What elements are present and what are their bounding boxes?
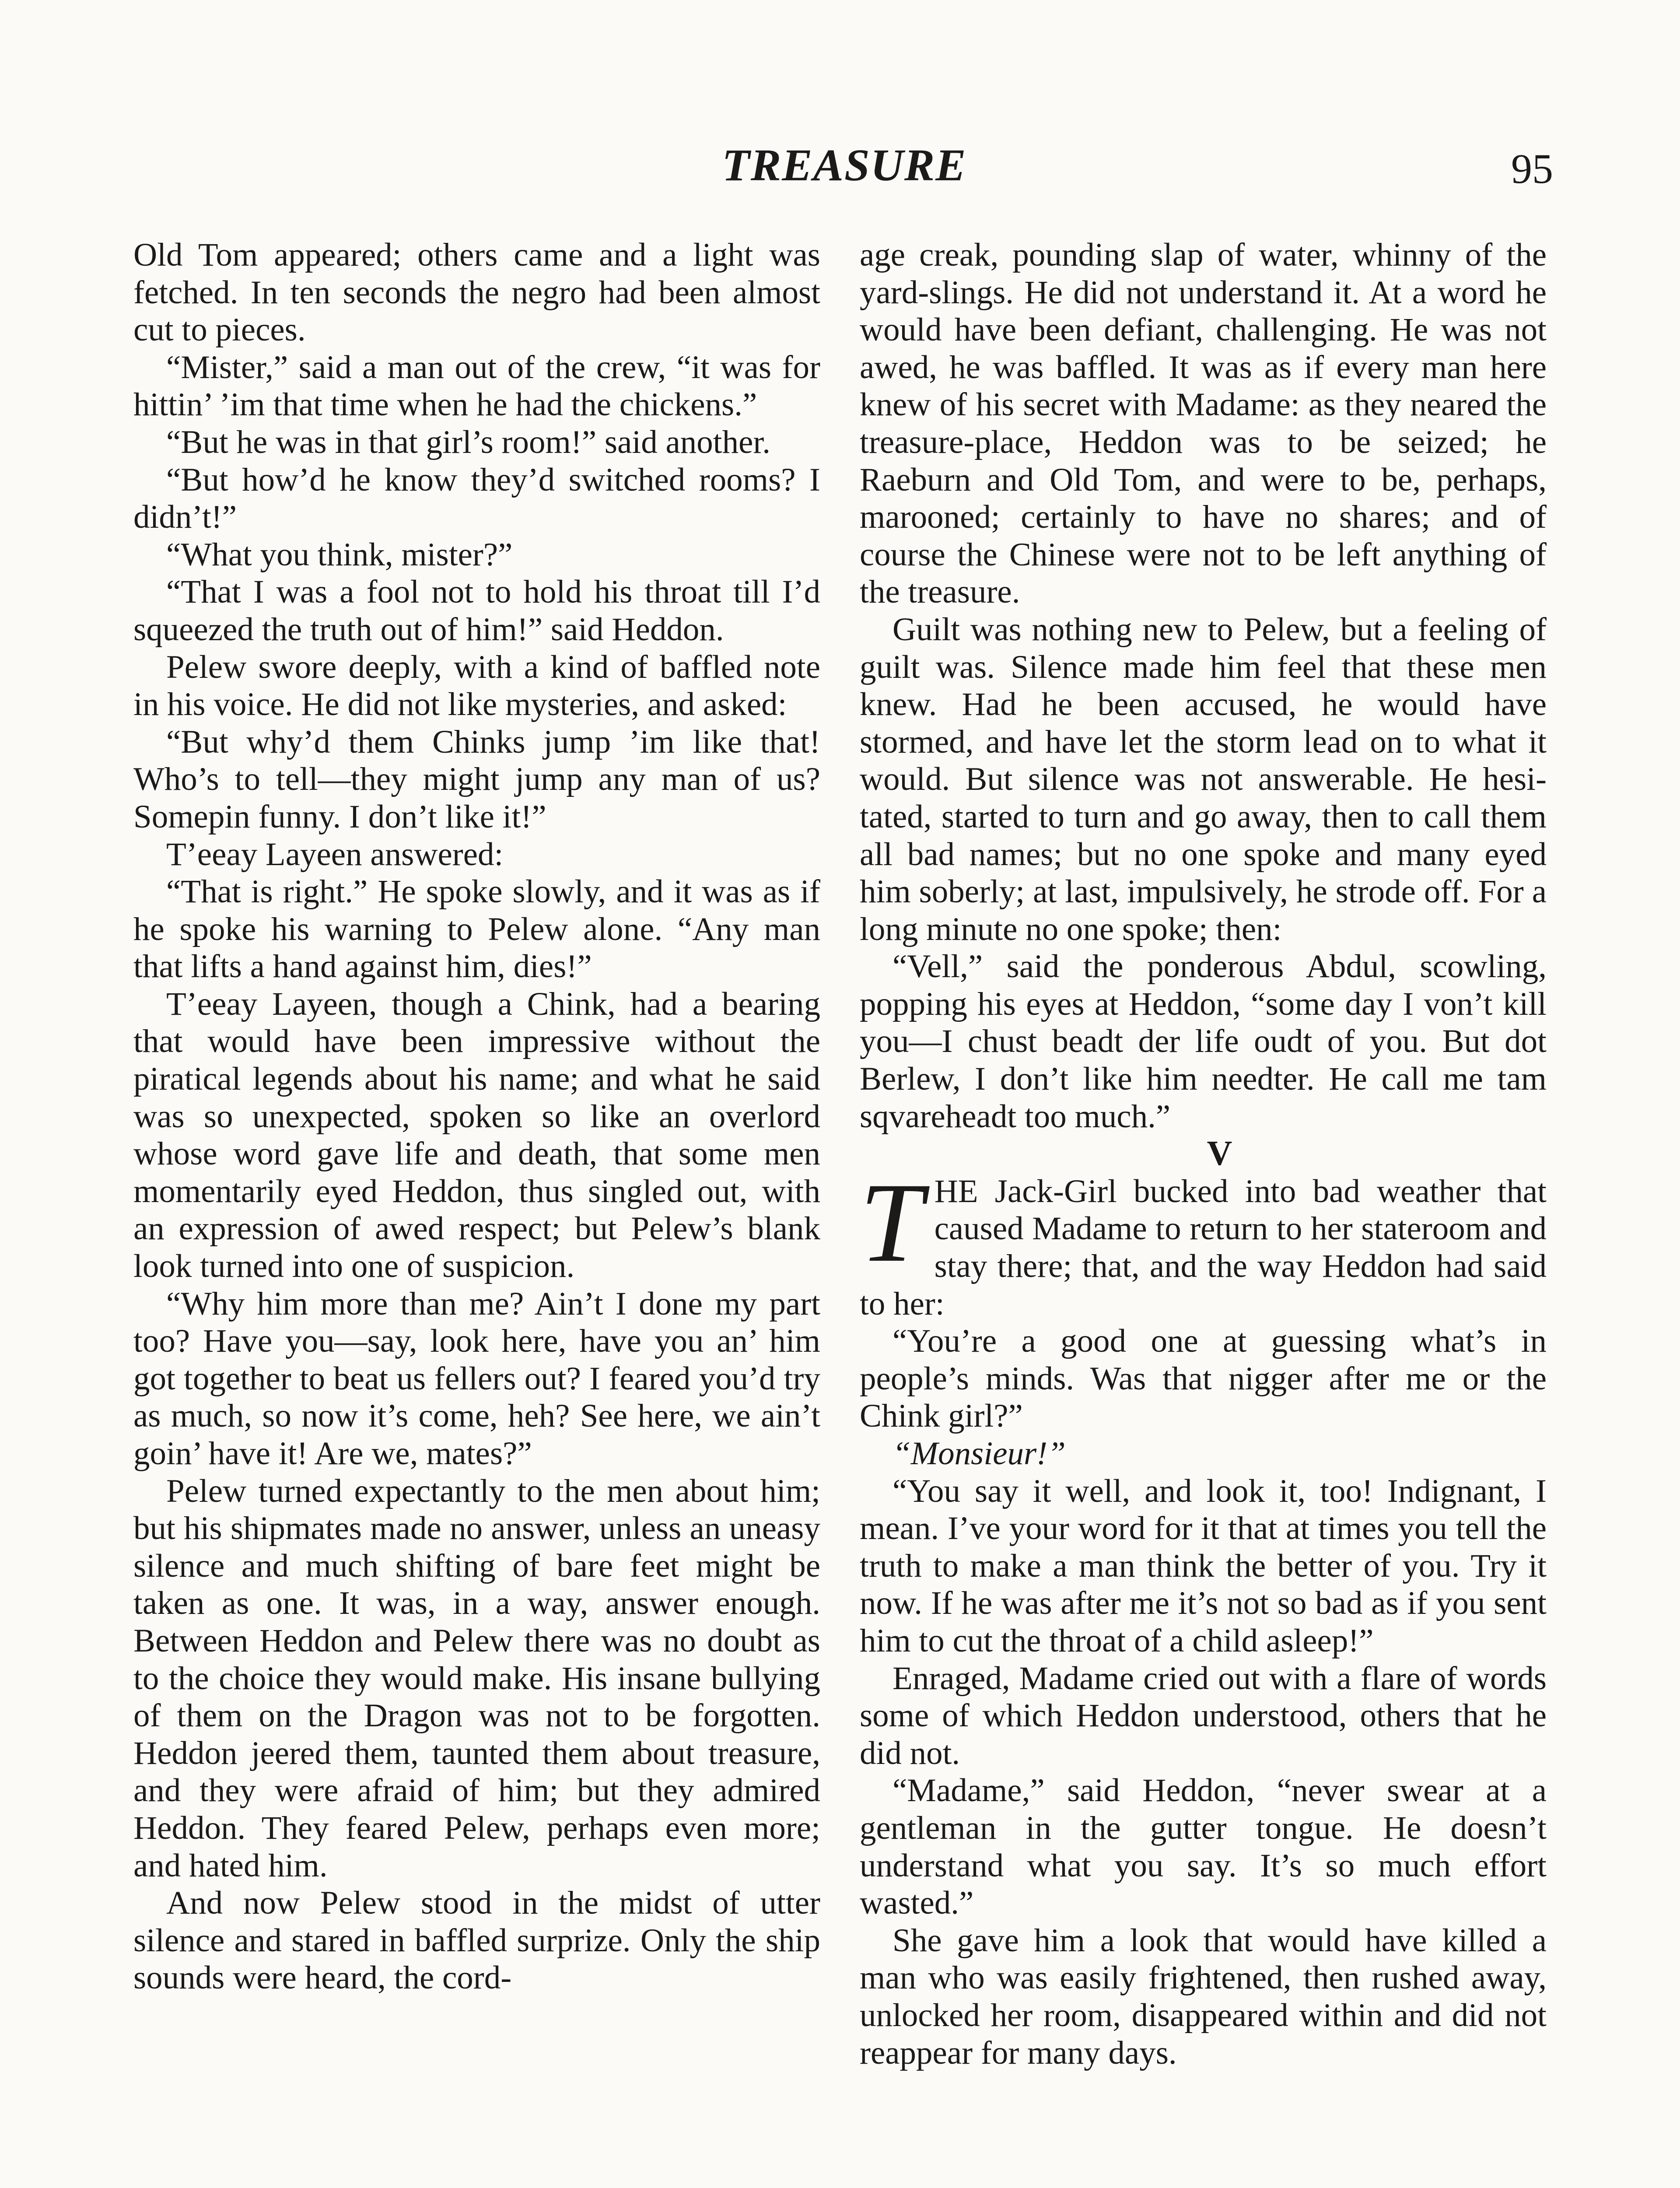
paragraph: “That I was a fool not to hold his throat till I’d squeezed the truth out of him!” said Heddon.	[133, 574, 820, 648]
section-opening-text: HE Jack-Girl bucked into bad weather that caused Madame to return to her stateroom and stay there; that, and the way Heddon had said to her:	[860, 1173, 1547, 1322]
drop-cap: T	[860, 1159, 923, 1286]
paragraph: Pelew swore deeply, with a kind of baffled note in his voice. He did not like mysteries, and asked:	[133, 649, 820, 723]
paragraph: “But why’d them Chinks jump ’im like that! Who’s to tell—they might jump any man of us? Somepin funny. I don’t like it!”	[133, 723, 820, 835]
paragraph: “Madame,” said Heddon, “never swear at a gentleman in the gutter tongue. He doesn’t understand what you say. It’s so much effort wasted.”	[860, 1772, 1547, 1922]
paragraph: T’eeay Layeen, though a Chink, had a bearing that would have been impressive without the piratical legends about his name; and what he said was so unexpected, spoken so like an overlord whose word gave life and death, that some men momentarily eyed Heddon, thus singled out, with an expression of awed respect; but Pelew’s blank look turned into one of suspicion.	[133, 985, 820, 1285]
paragraph: “You say it well, and look it, too! Indignant, I mean. I’ve your word for it that at times you tell the truth to make a man think the better of you. Try it now. If he was after me it’s not so bad as if you sent him to cut the throat of a child asleep!”	[860, 1473, 1547, 1659]
section-number: V	[1207, 1134, 1232, 1173]
paragraph: She gave him a look that would have killed a man who was easily frightened, then rushed away, unlocked her room, disappeared within and did not reappear for many days.	[860, 1922, 1547, 2071]
paragraph: “Vell,” said the ponderous Abdul, scowling, popping his eyes at Heddon, “some day I von’t kill you—I chust beadt der life oudt of you. But dot Berlew, I don’t like him needter. He call me tam sqvareheadt too much.”	[860, 948, 1547, 1135]
paragraph: “That is right.” He spoke slowly, and it was as if he spoke his warning to Pelew alone. “Any man that lifts a hand against him, dies!”	[133, 873, 820, 985]
paragraph: Old Tom appeared; others came and a light was fetched. In ten seconds the negro had been almost cut to pieces.	[133, 237, 820, 348]
paragraph: Guilt was nothing new to Pelew, but a feeling of guilt was. Silence made him feel that these men knew. Had he been accused, he would have stormed, and have let the storm lead on to what it would. But silence was not answerable. He hesitated, started to turn and go away, then to call them all bad names; but no one spoke and many eyed him soberly; at last, impulsively, he strode off. For a long minute no one spoke; then:	[860, 611, 1547, 947]
left-column	[133, 236, 820, 1997]
paragraph: “But how’d he know they’d switched rooms? I didn’t!”	[133, 461, 820, 536]
paragraph: Pelew turned expectantly to the men about him; but his shipmates made no answer, unless an uneasy silence and much shifting of bare feet might be taken as one. It was, in a way, answer enough. Between Heddon and Pelew there was no doubt as to the choice they would make. His insane bullying of them on the Dragon was not to be forgotten. Heddon jeered them, taunted them about treasure, and they were afraid of him; but they admired Heddon. They feared Pelew, perhaps even more; and hated him.	[133, 1473, 820, 1884]
paragraph: age creak, pounding slap of water, whinny of the yard-slings. He did not understand it. At a word he would have been defiant, challenging. He was not awed, he was baffled. It was as if every man here knew of his secret with Madame: as they neared the treasure-place, Heddon was to be seized; he Raeburn and Old Tom, and were to be, perhaps, marooned; certainly to have no shares; and of course the Chinese were not to be left anything of the treasure.	[860, 237, 1547, 610]
italic-exclamation: “Monsieur!”	[892, 1435, 1066, 1472]
section-opening-paragraph	[860, 1159, 1547, 1322]
paragraph: “Why him more than me? Ain’t I done my part too? Have you—say, look here, have you an’ him got together to beat us fellers out? I feared you’d try as much, so now it’s come, heh? See here, we ain’t goin’ have it! Are we, mates?”	[133, 1285, 820, 1472]
paragraph: T’eeay Layeen answered:	[166, 836, 504, 873]
paragraph	[860, 1435, 1547, 1473]
running-head	[0, 139, 1680, 196]
paragraph: Enraged, Madame cried out with a flare of words some of which Heddon understood, others that he did not.	[860, 1660, 1547, 1771]
paragraph: “You’re a good one at guessing what’s in people’s minds. Was that nigger after me or the Chink girl?”	[860, 1323, 1547, 1434]
page-number: 95	[1511, 145, 1553, 192]
paragraph: And now Pelew stood in the midst of utter silence and stared in baffled surprize. Only the ship sounds were heard, the cord-	[133, 1885, 820, 1996]
paragraph: “Mister,” said a man out of the crew, “it was for hittin’ ’im that time when he had the chickens.”	[133, 349, 820, 423]
right-column	[860, 236, 1547, 2072]
running-title: TREASURE	[722, 140, 967, 190]
paragraph: “But he was in that girl’s room!” said another.	[166, 424, 770, 460]
paragraph: “What you think, mister?”	[166, 536, 513, 573]
